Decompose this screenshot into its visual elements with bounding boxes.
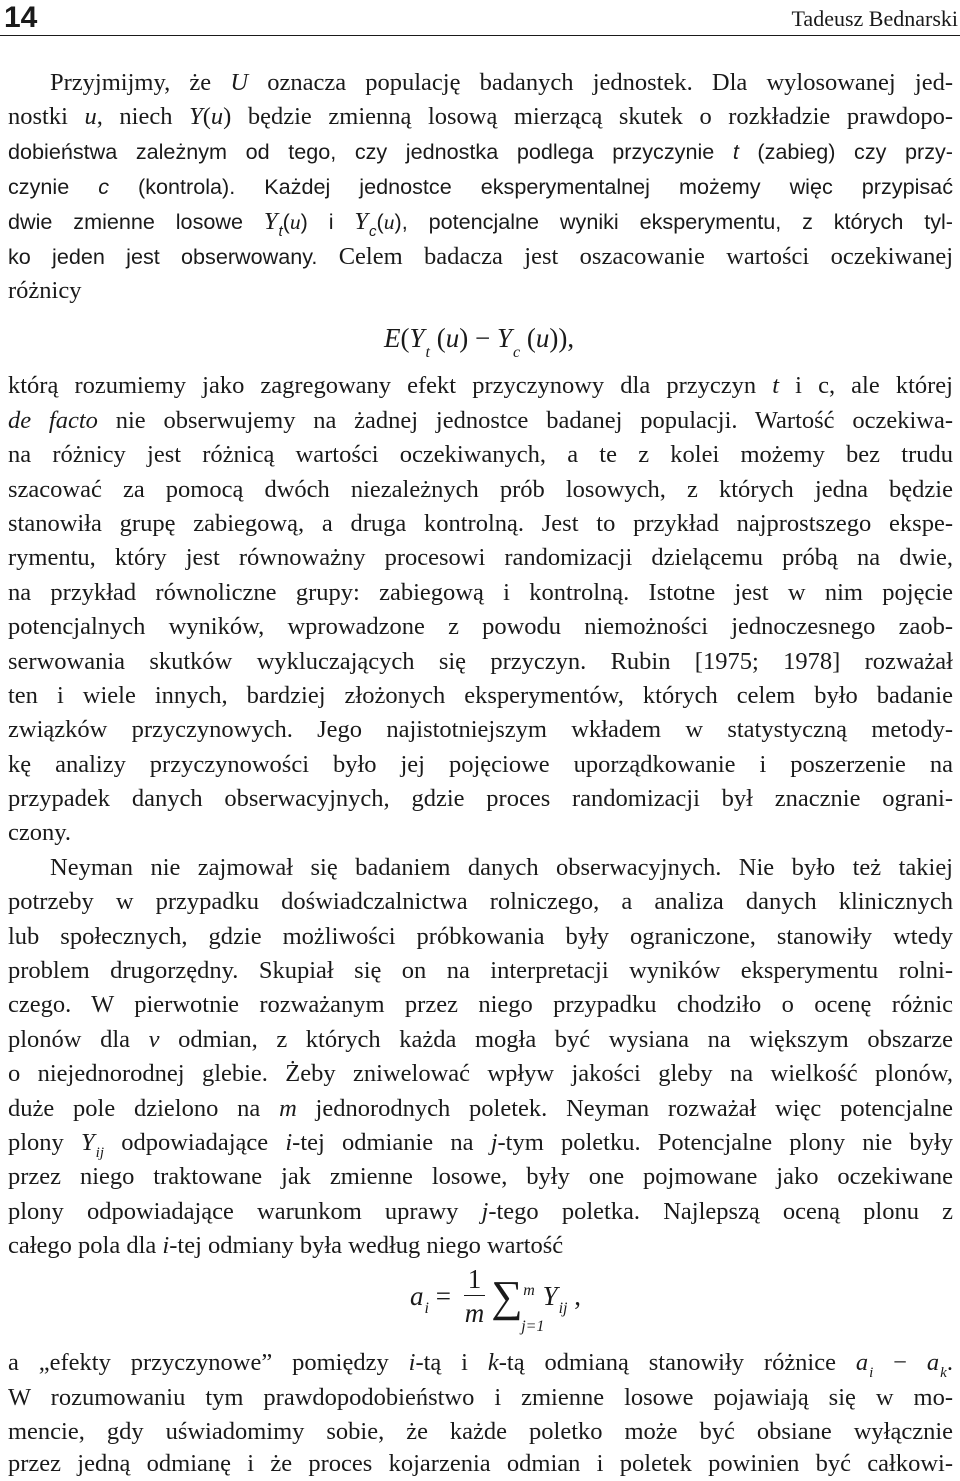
body-line: serwowania skutków wykluczających się przyczyn. Rubin [1975; 1978] rozważał <box>8 648 953 675</box>
body-line: potrzeby w przypadku doświadczalnictwa rolniczego, a analiza danych klinicznych <box>8 888 953 915</box>
equation-expected-difference: $E(Y_t$ $(u) - Y_c$ (u)), <box>384 323 575 361</box>
page-number: 14 <box>4 1 38 34</box>
body-line: dobieństwa zależnym od tego, czy jednostka podlega przyczynie t (zabieg) czy przy- <box>8 139 953 164</box>
header-rule <box>0 35 960 36</box>
body-line: kę analizy przyczynowości było jej pojęciowe uporządkowanie i poszerzenie na <box>8 751 953 778</box>
body-line: plonów dla v odmian, z których każda mogła być wysiana na większym obszarze <box>8 1026 954 1053</box>
body-line: czynie c (kontrola). Każdej jednostce eksperymentalnej możemy więc przypisać <box>8 174 953 199</box>
fraction: $\frac{1}{m}$ <box>464 1264 485 1328</box>
body-line: różnicy <box>8 277 82 304</box>
body-line: na różnicy jest różnicą wartości oczekiwanych, a te z kolei możemy bez trudu <box>8 441 953 468</box>
body-line: szacować za pomocą dwóch niezależnych prób losowych, z których jedna będzie <box>8 476 953 503</box>
body-line: rymentu, który jest równoważny procesowi randomizacji dzielącemu próbą na dwie, <box>8 544 953 571</box>
body-line: duże pole dzielono na m jednorodnych poletek. Neyman rozważał więc potencjalne <box>8 1095 953 1122</box>
body-line: Neyman nie zajmował się badaniem danych obserwacyjnych. Nie było też takiej <box>50 854 953 881</box>
body-line: którą rozumiemy jako zagregowany efekt przyczynowy dla przyczyn t i c, ale której <box>8 372 953 399</box>
body-line: potencjalnych wyników, wprowadzone z powodu niemożności jednoczesnego zaob- <box>8 613 953 640</box>
body-line: ko jeden jest obserwowany. Celem badacza jest oszacowanie wartości oczekiwanej <box>8 243 954 270</box>
body-line: całego pola dla i-tej odmiany była według niego wartość <box>8 1232 564 1259</box>
body-line: problem drugorzędny. Skupiał się on na interpretacji wyników eksperymentu rolni- <box>8 957 953 984</box>
body-line: przypadek danych obserwacyjnych, gdzie proces randomizacji był znacznie ograni- <box>8 785 953 812</box>
body-line: związków przyczynowych. Jego najistotniejszym wkładem w statystyczną metody- <box>8 716 953 743</box>
body-line: dwie zmienne losowe $Y_t(u)$ i $Y_c(u)$, potencjalne wyniki eksperymentu, z których tyl- <box>8 208 953 240</box>
body-line: a „efekty przyczynowe” pomiędzy i-tą i k-tą odmianą stanowiły różnice $a_i - a_k$. <box>8 1349 953 1381</box>
body-line: de facto nie obserwujemy na żadnej jednostce badanej populacji. Wartość oczekiwa- <box>8 407 953 434</box>
running-header <box>0 0 960 40</box>
body-line: mencie, gdy uświadomimy sobie, że każde poletko może być obsiane wyłącznie <box>8 1418 953 1445</box>
body-line: W rozumowaniu tym prawdopodobieństwo i zmienne losowe pojawiają się w mo- <box>8 1384 953 1411</box>
body-line: Przyjmijmy, że U oznacza populację badanych jednostek. Dla wylosowanej jed- <box>50 69 953 96</box>
body-line: plony $Y_{ij}$ odpowiadające i-tej odmianie na j-tym poletku. Potencjalne plony nie były <box>8 1129 953 1161</box>
running-head-author: Tadeusz Bednarski <box>791 6 958 31</box>
body-line: czego. W pierwotnie rozważanym przez niego przypadku chodziło o ocenę różnic <box>8 991 953 1018</box>
body-line: stanowiła grupę zabiegową, a druga kontrolną. Jest to przykład najprostszego ekspe- <box>8 510 953 537</box>
body-line: przez jedną odmianę i że proces kojarzenia odmian i poletek powinien być całkowi- <box>8 1450 953 1477</box>
body-line: przez niego traktowane jak zmienne losowe, były one pojmowane jako oczekiwane <box>8 1163 953 1190</box>
body-line: czony. <box>8 819 72 846</box>
body-line: na przykład równoliczne grupy: zabiegową i kontrolną. Istotne jest w nim pojęcie <box>8 579 953 606</box>
body-line: o niejednorodnej glebie. Żeby zniwelować wpływ jakości gleby na wielkość plonów, <box>8 1060 953 1087</box>
body-line: ten i wiele innych, bardziej złożonych eksperymentów, których celem było badanie <box>8 682 953 709</box>
body-line: lub społecznych, gdzie możliwości próbkowania były ograniczone, stanowiły wtedy <box>8 923 953 950</box>
body-line: plony odpowiadające warunkom uprawy j-tego poletka. Najlepszą oceną plonu z <box>8 1198 953 1225</box>
body-line: nostki u, niech Y(u) będzie zmienną losową mierzącą skutek o rozkładzie prawdopo- <box>8 103 954 130</box>
sum-symbol: ∑ m j=1 <box>491 1271 545 1335</box>
equation-mean-yield: $a_i$ = $\frac{1}{m}$ ∑ m j=1 $Y_{ij}$ , <box>410 1264 581 1335</box>
